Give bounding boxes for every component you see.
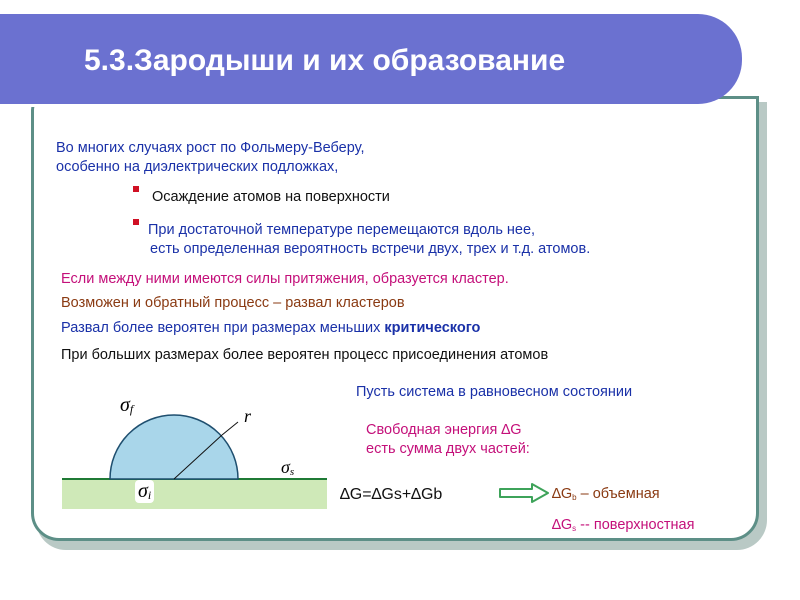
bullet-1-text: Осаждение атомов на поверхности	[152, 189, 390, 205]
statement-decay-bold: критического	[384, 320, 481, 336]
sigma-s-label	[281, 457, 294, 478]
right-arrow-icon	[498, 482, 550, 504]
statement-attraction: Если между ними имеются силы притяжения, образуется кластер.	[61, 271, 509, 287]
surface-term-text: -- поверхностная	[576, 517, 695, 533]
sigma-s-symbol: σ	[281, 457, 290, 477]
surface-term-sub: s	[572, 524, 577, 533]
sigma-s-sub: s	[289, 466, 295, 478]
radius-label: r	[244, 406, 252, 426]
statement-reverse: Возможен и обратный процесс – развал кластеров	[61, 295, 405, 311]
nucleus-svg	[62, 382, 327, 517]
statement-decay	[61, 319, 480, 337]
nucleus-cap	[110, 415, 238, 479]
bullet-2-line-1: При достаточной температуре перемещаются вдоль нее,	[148, 222, 536, 238]
surface-term	[552, 516, 694, 538]
radius-leader	[222, 422, 238, 435]
volume-term-sub: b	[572, 493, 577, 502]
equilibrium-text: Пусть система в равновесном состоянии	[356, 384, 633, 400]
energy-line-1: Свободная энергия ∆G	[366, 422, 522, 438]
sigma-f-symbol: σ	[120, 394, 130, 416]
nucleus-diagram	[62, 382, 327, 517]
volume-term	[552, 485, 660, 507]
volume-term-symbol: ∆G	[552, 486, 573, 502]
sigma-f-label	[120, 394, 133, 417]
intro-line-1: Во многих случаях рост по Фольмеру-Веберу,	[56, 140, 365, 156]
sigma-i-symbol: σ	[138, 480, 148, 502]
surface-term-symbol: ∆G	[552, 517, 573, 533]
energy-line-2: есть сумма двух частей:	[366, 441, 530, 457]
volume-term-text: – объемная	[576, 486, 660, 502]
bullet-marker-1	[133, 186, 139, 192]
statement-larger: При больших размерах более вероятен процесс присоединения атомов	[61, 347, 549, 363]
bullet-2-line-2: есть определенная вероятность встречи двух, трех и т.д. атомов.	[150, 241, 591, 257]
sigma-i-sub: i	[147, 488, 152, 502]
energy-formula: ∆G=∆Gs+∆Gb	[340, 486, 443, 503]
sigma-f-sub: f	[129, 402, 134, 416]
sigma-i-label	[135, 480, 154, 503]
bullet-marker-2	[133, 219, 139, 225]
slide-title: 5.3.Зародыши и их образование	[84, 44, 566, 77]
title-underline	[0, 104, 710, 107]
substrate	[62, 479, 327, 509]
intro-line-2: особенно на диэлектрических подложках,	[56, 159, 339, 175]
statement-decay-prefix: Развал более вероятен при размерах меньших	[61, 320, 385, 336]
